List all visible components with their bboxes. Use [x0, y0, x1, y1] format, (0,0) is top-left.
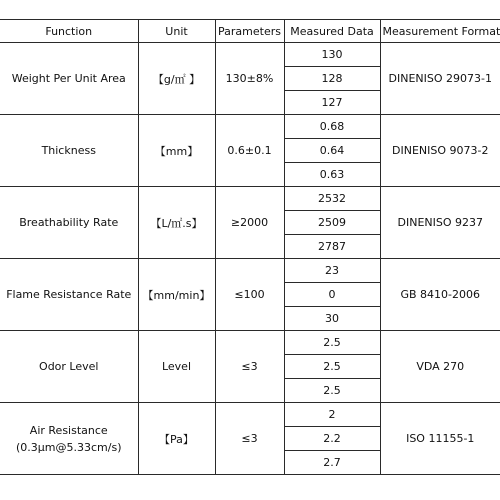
measured-value: 2.7 — [284, 451, 380, 475]
parameters-cell: ≤3 — [215, 331, 284, 403]
format-cell: VDA 270 — [380, 331, 500, 403]
parameters-cell: ≤3 — [215, 403, 284, 475]
function-label: Weight Per Unit Area — [11, 72, 126, 85]
function-cell — [0, 187, 138, 259]
unit-cell: 【mm】 — [138, 115, 215, 187]
table-row — [0, 259, 500, 283]
parameters-cell: ≤100 — [215, 259, 284, 331]
measured-value: 2.5 — [284, 355, 380, 379]
format-cell: DINENISO 9237 — [380, 187, 500, 259]
measured-value: 0.64 — [284, 139, 380, 163]
measured-value: 2.5 — [284, 331, 380, 355]
table-row — [0, 43, 500, 67]
format-cell: DINENISO 29073-1 — [380, 43, 500, 115]
measured-value: 127 — [284, 91, 380, 115]
parameters-cell: ≥2000 — [215, 187, 284, 259]
header-unit: Unit — [138, 20, 215, 43]
measured-value: 2509 — [284, 211, 380, 235]
table-row — [0, 403, 500, 427]
parameters-cell: 130±8% — [215, 43, 284, 115]
unit-cell: 【L/㎡.s】 — [138, 187, 215, 259]
function-cell — [0, 331, 138, 403]
measured-value: 2.2 — [284, 427, 380, 451]
measured-value: 0.63 — [284, 163, 380, 187]
unit-cell: 【g/㎡ 】 — [138, 43, 215, 115]
parameters-cell: 0.6±0.1 — [215, 115, 284, 187]
function-label: Air Resistance — [29, 423, 108, 437]
function-cell — [0, 259, 138, 331]
unit-cell: 【Pa】 — [138, 403, 215, 475]
measured-value: 130 — [284, 43, 380, 67]
measured-value: 23 — [284, 259, 380, 283]
spec-table — [0, 19, 500, 475]
function-cell — [0, 115, 138, 187]
table-body — [0, 43, 500, 475]
header-parameters: Parameters — [215, 20, 284, 43]
table-row — [0, 331, 500, 355]
measured-value: 2532 — [284, 187, 380, 211]
header-measured-data: Measured Data — [284, 20, 380, 43]
function-label: Flame Resistance Rate — [6, 288, 132, 301]
header-function: Function — [0, 20, 138, 43]
table-row — [0, 187, 500, 211]
unit-cell: Level — [138, 331, 215, 403]
header-measurement-format: Measurement Format — [380, 20, 500, 43]
format-cell: DINENISO 9073-2 — [380, 115, 500, 187]
measured-value: 0 — [284, 283, 380, 307]
function-cell — [0, 43, 138, 115]
measured-value: 2787 — [284, 235, 380, 259]
measured-value: 2.5 — [284, 379, 380, 403]
measured-value: 30 — [284, 307, 380, 331]
function-label: Odor Level — [39, 360, 99, 373]
format-cell: GB 8410-2006 — [380, 259, 500, 331]
header-row — [0, 20, 500, 43]
unit-cell: 【mm/min】 — [138, 259, 215, 331]
function-label: Breathability Rate — [19, 216, 119, 229]
function-label: Thickness — [41, 144, 96, 157]
measured-value: 128 — [284, 67, 380, 91]
table-row — [0, 115, 500, 139]
format-cell: ISO 11155-1 — [380, 403, 500, 475]
table-header — [0, 20, 500, 43]
measured-value: 0.68 — [284, 115, 380, 139]
function-cell — [0, 403, 138, 475]
measured-value: 2 — [284, 403, 380, 427]
function-sublabel: (0.3μm@5.33cm/s) — [16, 440, 122, 454]
